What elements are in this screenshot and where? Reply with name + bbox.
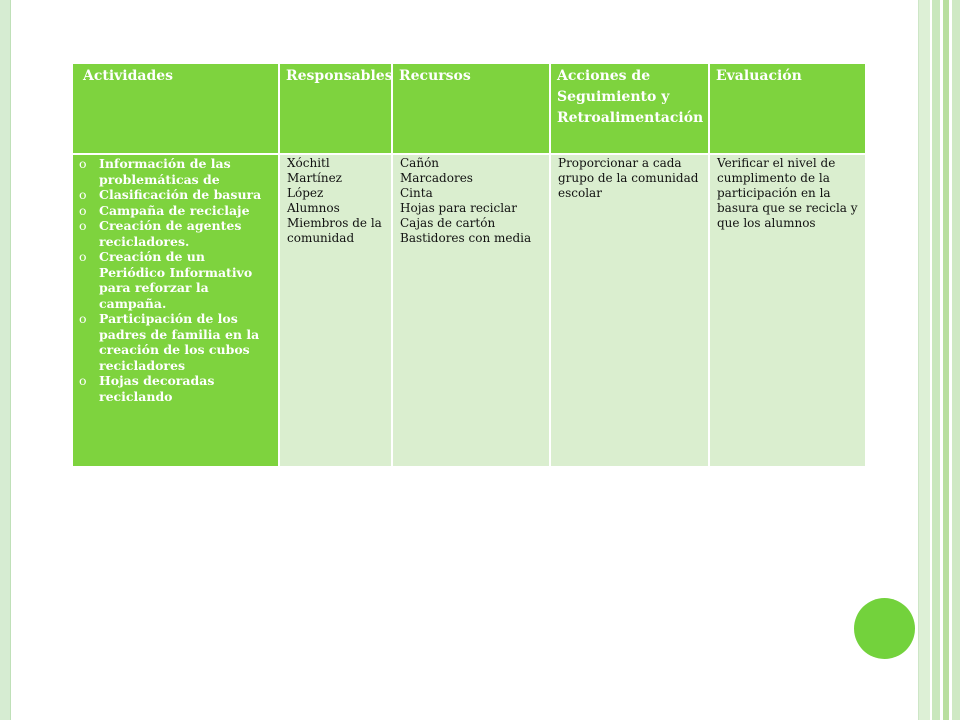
table-row [72, 154, 866, 466]
recurso-line: Cañón [400, 156, 440, 170]
responsable-line: Martínez [287, 171, 342, 185]
responsable-line: López [287, 186, 324, 200]
list-item: o Creación de un Periódico Informativo para reforzar la campaña. [79, 249, 253, 311]
list-item: o Creación de agentes recicladores. [79, 218, 242, 249]
decorative-green-circle [854, 598, 915, 659]
recurso-line: Marcadores [400, 171, 473, 185]
slide-right-stripe [918, 0, 930, 720]
list-item: o Participación de los padres de familia en la creación de los cubos recicladores [79, 311, 260, 373]
bullet-icon: o [79, 249, 87, 264]
list-item: o Información de las problemáticas de [79, 156, 231, 187]
slide-right-stripe [943, 0, 949, 720]
responsable-line: Xóchitl [287, 156, 330, 170]
actividades-list [79, 156, 275, 404]
list-item: o Campaña de reciclaje [79, 202, 250, 218]
responsable-line: Alumnos [287, 201, 340, 215]
header-actividades: Actividades [72, 64, 279, 154]
evaluacion-cell: Verificar el nivel de cumplimento de la participación en la basura que se recicla y que los alumnos [709, 154, 866, 466]
slide-right-stripe [932, 0, 940, 720]
header-responsables: Responsables [279, 64, 392, 154]
bullet-icon: o [79, 187, 87, 202]
recurso-line: Bastidores con media [400, 231, 532, 245]
recurso-line: Hojas para reciclar [400, 201, 517, 215]
recurso-line: Cajas de cartón [400, 216, 496, 230]
recurso-line: Cinta [400, 186, 433, 200]
recursos-cell [392, 154, 550, 466]
list-item: o Clasificación de basura [79, 187, 262, 202]
responsables-cell [279, 154, 392, 466]
responsable-line: Miembros de la comunidad [287, 216, 382, 245]
list-item: o Hojas decoradas reciclando [79, 373, 215, 404]
bullet-icon: o [79, 373, 87, 388]
bullet-icon: o [79, 202, 87, 218]
bullet-icon: o [79, 311, 87, 326]
slide-right-stripe [952, 0, 960, 720]
actividades-cell [72, 154, 279, 466]
bullet-icon: o [79, 218, 87, 233]
table-header-row [72, 64, 866, 154]
bullet-icon: o [79, 156, 87, 171]
activities-table [71, 64, 867, 466]
acciones-cell: Proporcionar a cada grupo de la comunidad escolar [550, 154, 709, 466]
slide-left-border [0, 0, 11, 720]
header-evaluacion: Evaluación [709, 64, 866, 154]
header-acciones: Acciones de Seguimiento y Retroalimentación [550, 64, 709, 154]
header-recursos: Recursos [392, 64, 550, 154]
